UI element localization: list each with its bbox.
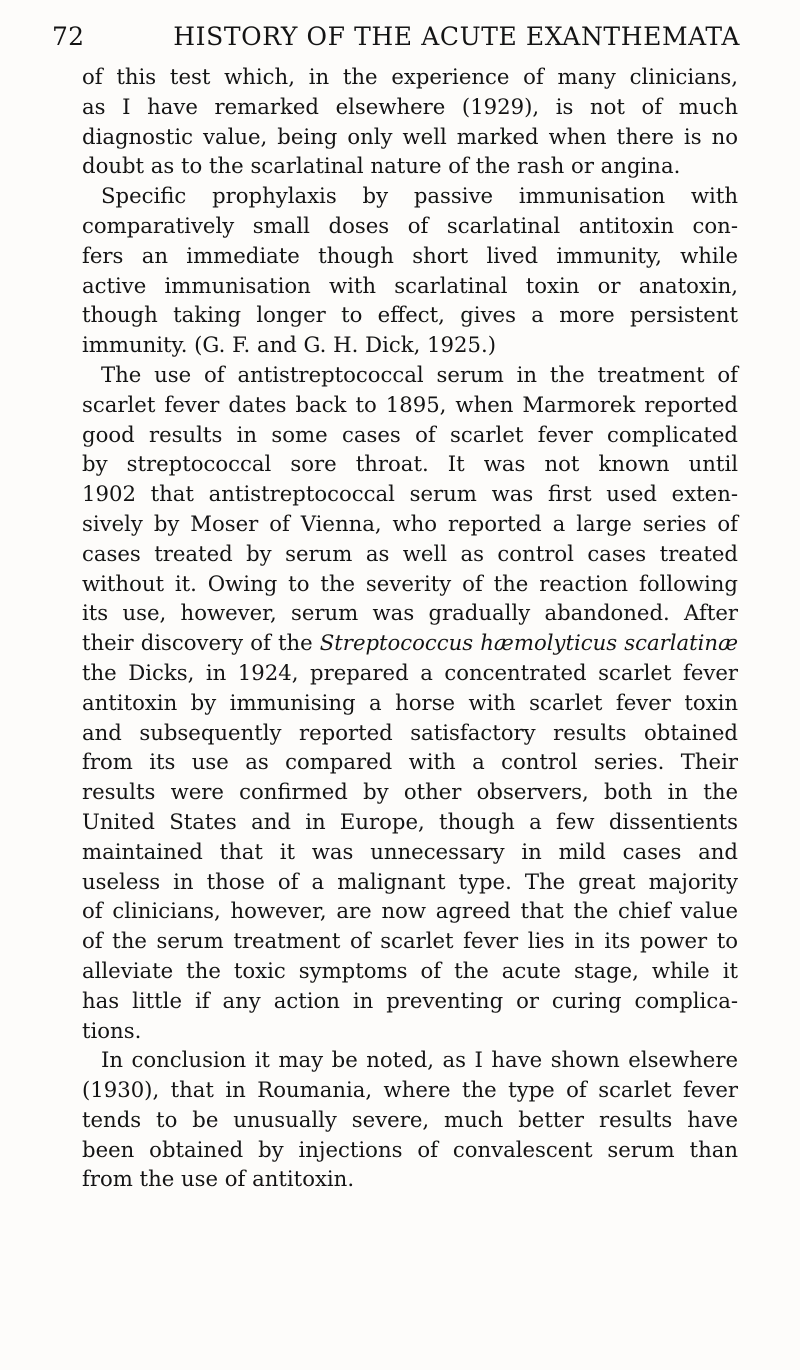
text-line: of this test which, in the experience of many clinicians,	[82, 64, 738, 89]
text-line: the Dicks, in 1924, prepared a concentrated scarlet fever	[82, 659, 738, 685]
text-line: diagnostic value, being only well marked when there is no	[82, 123, 738, 149]
text-line: doubt as to the scarlatinal nature of the rash or angina.	[82, 153, 681, 179]
text-line: from its use as compared with a control series. Their	[82, 749, 738, 775]
text-line: In conclusion it may be noted, as I have shown elsewhere	[101, 1047, 738, 1073]
text-line: 1902 that antistreptococcal serum was first used exten-	[82, 481, 738, 507]
text-line: been obtained by injections of convalescent serum than	[82, 1136, 738, 1162]
text-line: its use, however, serum was gradually abandoned. After	[82, 600, 738, 626]
text-line: fers an immediate though short lived immunity, while	[82, 242, 738, 268]
text-line: results were confirmed by other observers, both in the	[82, 779, 738, 805]
text-line: of clinicians, however, are now agreed that the chief value	[82, 898, 738, 924]
text-line-with-italic	[82, 628, 738, 658]
text-line: though taking longer to effect, gives a more persistent	[82, 302, 738, 328]
text-line: without it. Owing to the severity of the reaction following	[82, 570, 738, 596]
text-line: of the serum treatment of scarlet fever lies in its power to	[82, 928, 738, 954]
text-line: The use of antistreptococcal serum in the treatment of	[101, 361, 738, 387]
text-line: scarlet fever dates back to 1895, when Marmorek reported	[82, 391, 738, 417]
text-line: immunity. (G. F. and G. H. Dick, 1925.)	[82, 332, 496, 358]
species-name-italic: Streptococcus hæmolyticus scarlatinæ	[319, 630, 738, 656]
text-line: active immunisation with scarlatinal toxin or anatoxin,	[82, 272, 738, 298]
text-line: and subsequently reported satisfactory results obtained	[82, 719, 738, 745]
running-title: HISTORY OF THE ACUTE EXANTHEMATA	[173, 22, 740, 51]
text-line: tions.	[82, 1017, 142, 1043]
text-line: alleviate the toxic symptoms of the acute stage, while it	[82, 957, 738, 983]
text-line: by streptococcal sore throat. It was not known until	[82, 451, 738, 477]
text-line: tends to be unusually severe, much better results have	[82, 1106, 738, 1132]
text-line: useless in those of a malignant type. The great majority	[82, 868, 738, 894]
text-line: maintained that it was unnecessary in mild cases and	[82, 838, 738, 864]
text-line: from the use of antitoxin.	[82, 1166, 355, 1192]
text-line: United States and in Europe, though a few dissentients	[82, 808, 738, 834]
text-line: (1930), that in Roumania, where the type of scarlet fever	[82, 1077, 738, 1103]
text-line-start: their discovery of the	[82, 630, 313, 656]
text-line: sively by Moser of Vienna, who reported a large series of	[82, 510, 738, 536]
text-line: Specific prophylaxis by passive immunisation with	[101, 183, 738, 209]
body-text	[82, 62, 738, 1194]
text-line: good results in some cases of scarlet fever complicated	[82, 421, 738, 447]
running-header	[52, 17, 740, 57]
text-line: has little if any action in preventing or curing complica-	[82, 987, 738, 1013]
text-line: as I have remarked elsewhere (1929), is not of much	[82, 93, 738, 119]
text-line: antitoxin by immunising a horse with scarlet fever toxin	[82, 689, 738, 715]
page-number: 72	[52, 22, 85, 51]
text-line: comparatively small doses of scarlatinal antitoxin con-	[82, 212, 738, 238]
text-line: cases treated by serum as well as control cases treated	[82, 540, 738, 566]
